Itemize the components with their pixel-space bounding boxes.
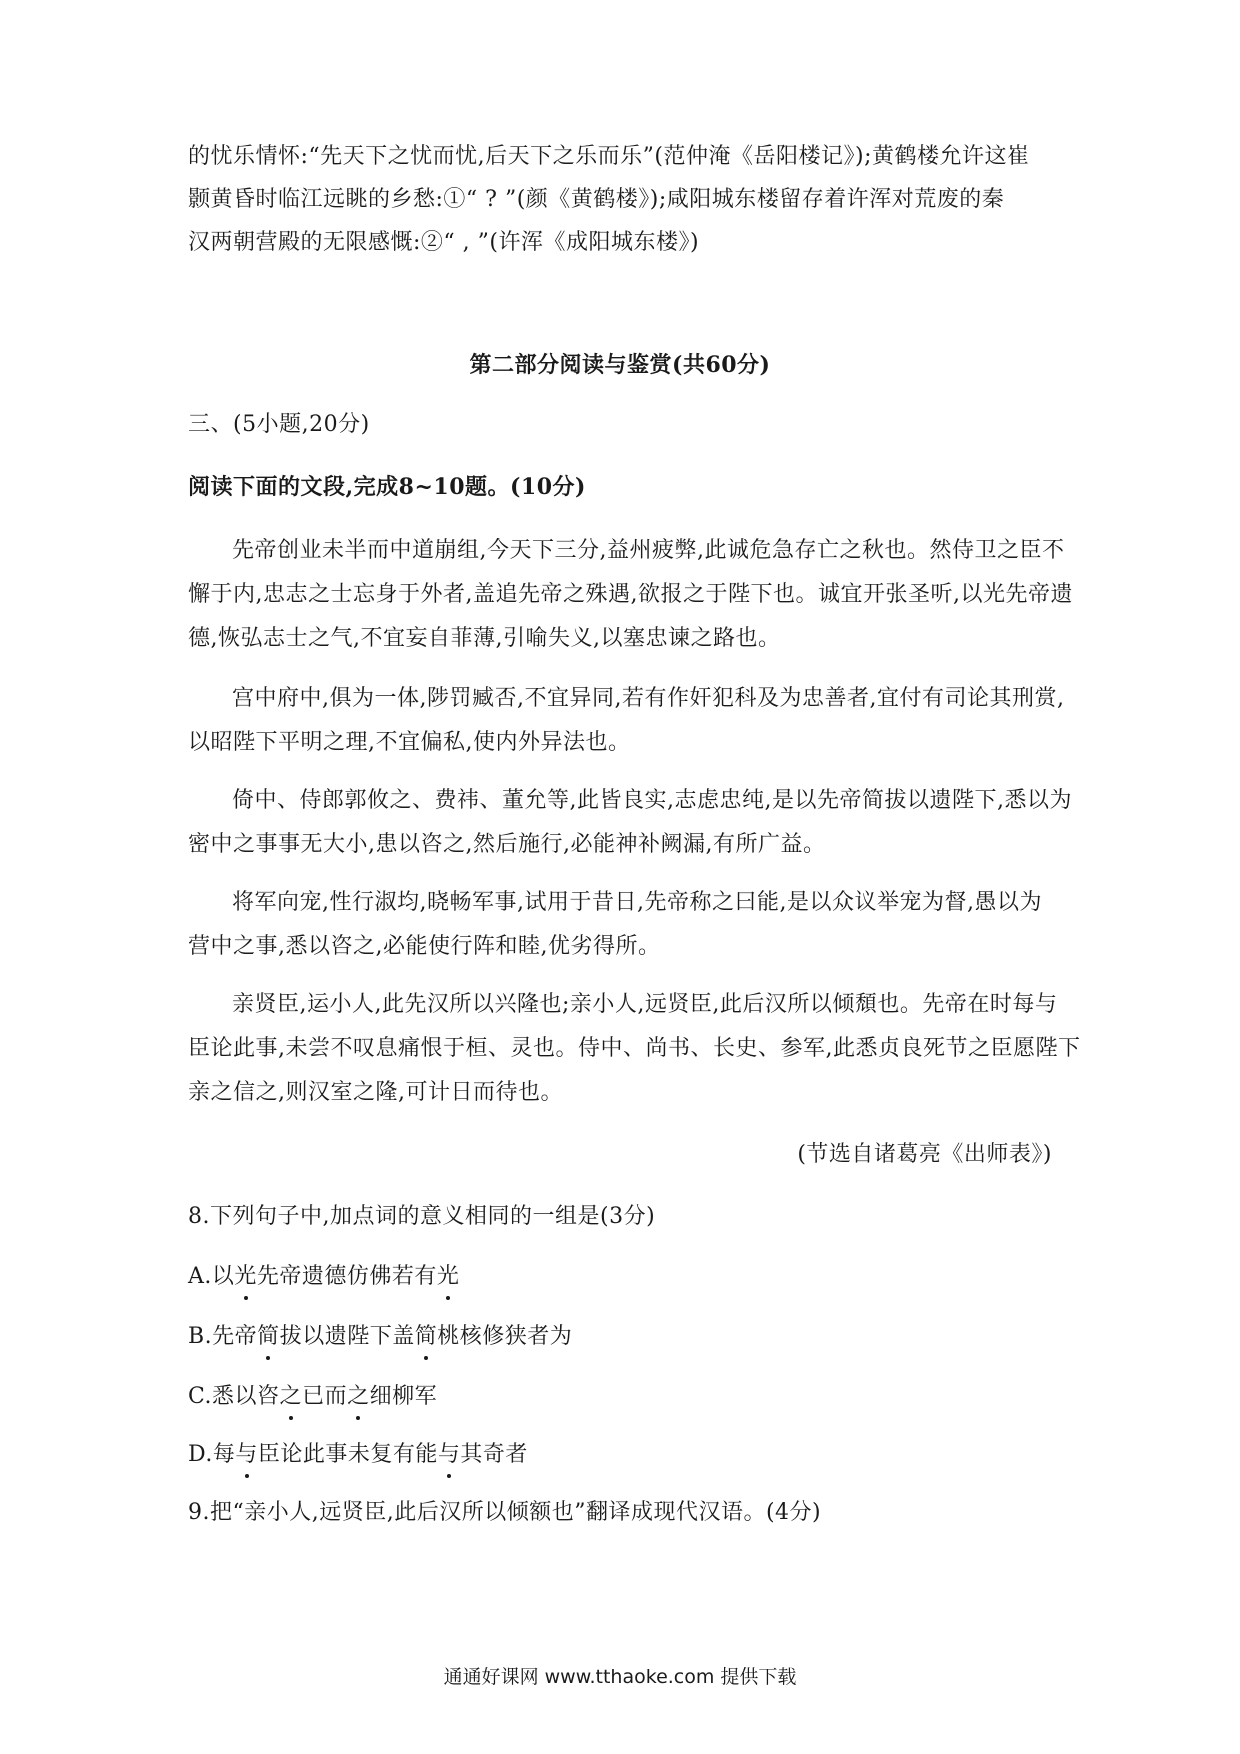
option-text: 桃核修狭者为 <box>437 1324 573 1349</box>
dotted-word: 光 <box>234 1262 257 1292</box>
passage-source: (节选自诸葛亮《出师表》) <box>797 1142 1052 1167</box>
intro-line-2: 颢黄昏时临江远眺的乡愁:①“ ? ”(颜《黄鹤楼》);咸阳城东楼留存着许浑对荒废的秦 <box>188 187 1005 212</box>
passage-line: 先帝创业未半而中道崩组,今天下三分,益州疲弊,此诚危急存亡之秋也。然侍卫之臣不 <box>232 538 1065 563</box>
page-footer: 通通好课网 www.tthaoke.com 提供下载 <box>443 1666 797 1688</box>
dotted-word: 与 <box>235 1440 258 1470</box>
passage-line: 宫中府中,俱为一体,陟罚臧否,不宜异同,若有作奸犯科及为忠善者,宜付有司论其刑赏, <box>232 686 1065 711</box>
question-8-option-a <box>188 1262 459 1292</box>
dotted-word: 之 <box>280 1382 303 1412</box>
option-text: 细柳军 <box>369 1384 438 1409</box>
question-8-option-d <box>188 1440 528 1470</box>
dotted-word: 光 <box>437 1262 460 1292</box>
part-title: 第二部分阅读与鉴赏(共60分) <box>469 352 771 378</box>
passage-line: 德,恢弘志士之气,不宜妄自菲薄,引喻失义,以塞忠谏之路也。 <box>188 626 781 651</box>
passage-line: 倚中、侍郎郭攸之、费祎、董允等,此皆良实,志虑忠纯,是以先帝简拔以遗陛下,悉以为 <box>232 788 1072 813</box>
passage-line: 以昭陛下平明之理,不宜偏私,使内外异法也。 <box>188 730 631 755</box>
section-heading: 三、(5小题,20分) <box>188 412 370 437</box>
passage-line: 臣论此事,未尝不叹息痛恨于桓、灵也。侍中、尚书、长史、参军,此悉贞良死节之臣愿陛下 <box>188 1036 1081 1061</box>
passage-line: 营中之事,悉以咨之,必能使行阵和睦,优劣得所。 <box>188 934 661 959</box>
passage-line: 亲之信之,则汉室之隆,可计日而待也。 <box>188 1080 563 1105</box>
passage-line: 亲贤臣,运小人,此先汉所以兴隆也;亲小人,远贤臣,此后汉所以倾頹也。先帝在时每与 <box>232 992 1058 1017</box>
option-text: 已而 <box>302 1384 348 1409</box>
intro-line-3: 汉两朝营殿的无限感慨:②“ , ”(许浑《成阳城东楼》) <box>188 230 700 255</box>
question-8-option-b <box>188 1322 572 1352</box>
dotted-word: 简 <box>257 1322 280 1352</box>
option-text: C.悉以咨 <box>188 1384 280 1409</box>
passage-line: 密中之事事无大小,患以咨之,然后施行,必能神补阙漏,有所广益。 <box>188 832 826 857</box>
dotted-word: 与 <box>438 1440 461 1470</box>
option-text: 其奇者 <box>460 1442 528 1467</box>
option-text: 先帝遗德仿佛若有 <box>256 1264 437 1289</box>
passage-line: 将军向宠,性行淑均,晓畅军事,试用于昔日,先帝称之曰能,是以众议举宠为督,愚以为 <box>232 890 1042 915</box>
option-text: B.先帝 <box>188 1324 258 1349</box>
passage-line: 懈于内,忠志之士忘身于外者,盖追先帝之殊遇,欲报之于陛下也。诚宜开张圣听,以光先帝遗 <box>188 582 1073 607</box>
question-8-option-c <box>188 1382 437 1412</box>
dotted-word: 简 <box>415 1322 438 1352</box>
question-8-stem: 8.下列句子中,加点词的意义相同的一组是(3分) <box>188 1204 656 1229</box>
option-text: D.每 <box>188 1442 236 1467</box>
option-text: 臣论此事未复有能 <box>257 1442 438 1467</box>
intro-line-1: 的忧乐情怀:“先天下之忧而忧,后天下之乐而乐”(范仲淹《岳阳楼记》);黄鹤楼允许这崔 <box>188 144 1030 169</box>
dotted-word: 之 <box>347 1382 370 1412</box>
reading-instruction: 阅读下面的文段,完成8~10题。(10分) <box>188 474 586 500</box>
question-9: 9.把“亲小人,远贤臣,此后汉所以倾额也”翻译成现代汉语。(4分) <box>188 1500 822 1525</box>
option-text: 拔以遗陛下盖 <box>279 1324 415 1349</box>
option-text: A.以 <box>188 1264 235 1289</box>
